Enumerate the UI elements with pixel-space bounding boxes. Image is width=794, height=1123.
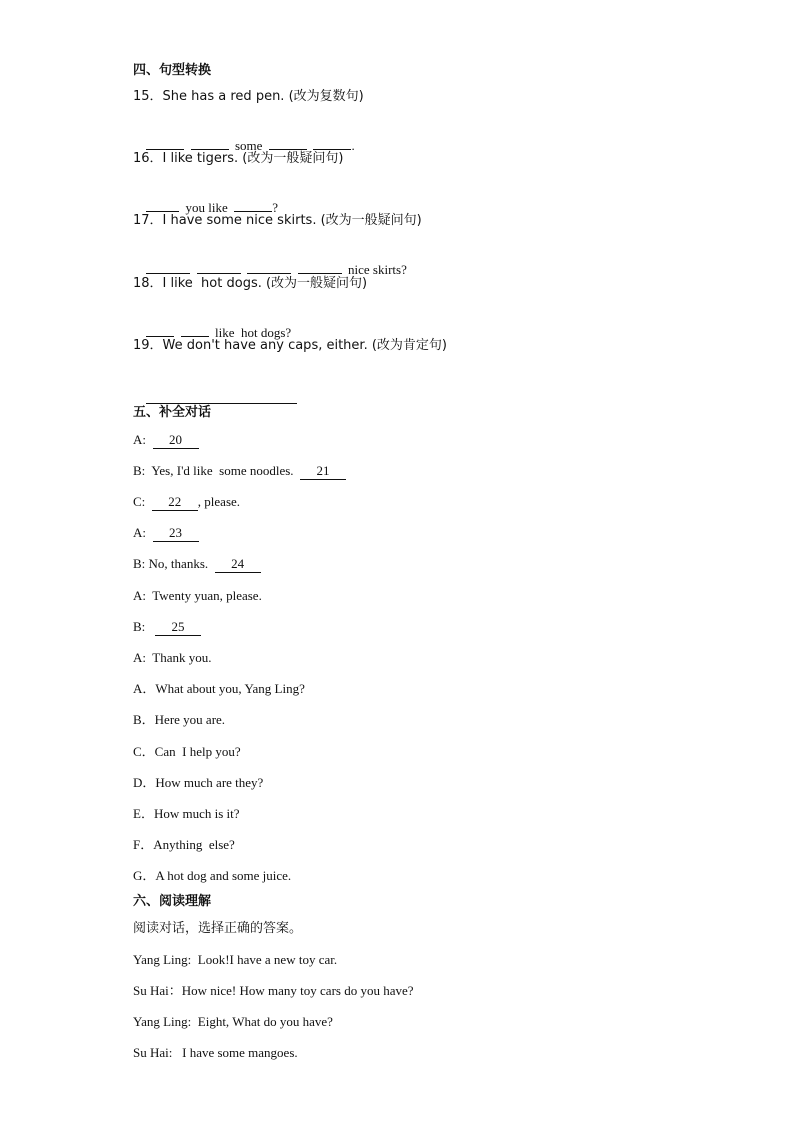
dialogue-line [133,432,199,449]
question-19: 19．We don't have any caps, either. (改为肯定句) [133,338,447,353]
answer-fixed-text: some [235,138,263,153]
answer-blank[interactable] [146,390,297,404]
option-a: A．What about you, Yang Ling? [133,681,305,696]
dialogue-blank[interactable]: 20 [153,432,199,449]
speaker-label: A: [133,432,146,447]
question-15: 15．She has a red pen. (改为复数句) [133,89,364,104]
dialogue-blank[interactable]: 21 [300,463,346,480]
dialogue-line [133,463,346,480]
dialogue-blank[interactable]: 23 [153,525,199,542]
answer-blank[interactable] [146,260,190,274]
answer-fixed-text: you like [185,200,228,215]
dialogue-blank[interactable]: 25 [155,619,201,636]
dialogue-line [133,650,211,666]
dialogue-line [133,494,240,511]
speaker-label: B: [133,556,146,571]
answer-end-text: . [351,138,355,153]
option-f: F．Anything else? [133,837,235,852]
answer-end-text: like hot dogs? [215,325,292,340]
speaker-label: B: [133,619,146,634]
answer-blank[interactable] [146,323,174,337]
reading-line: Su Hai: I have some mangoes. [133,1045,298,1060]
answer-end-text: nice skirts? [348,262,407,277]
question-18: 18．I like hot dogs. (改为一般疑问句) [133,276,368,291]
speaker-label: B: [133,463,146,478]
answer-blank[interactable] [313,136,351,150]
dialogue-text: Thank you. [152,650,212,665]
speaker-label: C: [133,494,146,509]
question-16: 16．I like tigers. (改为一般疑问句) [133,151,344,166]
option-c: C．Can I help you? [133,744,241,759]
section-6-instruction: 阅读对话，选择正确的答案。 [133,921,303,936]
answer-blank[interactable] [298,260,342,274]
answer-blank[interactable] [181,323,209,337]
answer-blank[interactable] [191,136,229,150]
dialogue-blank[interactable]: 24 [215,556,261,573]
dialogue-line [133,619,201,636]
option-b: B．Here you are. [133,712,226,727]
reading-line: Yang Ling: Look!I have a new toy car. [133,952,338,967]
section-4-title: 四、句型转换 [133,63,212,78]
reading-line: Su Hai：How nice! How many toy cars do you have? [133,983,414,998]
dialogue-text: No, thanks. [148,556,209,571]
dialogue-blank[interactable]: 22 [152,494,198,511]
section-6-title: 六、阅读理解 [133,894,212,909]
dialogue-text: Yes, I'd like some noodles. [151,463,294,478]
speaker-label: A: [133,525,146,540]
speaker-label: A: [133,650,146,665]
answer-blank[interactable] [197,260,241,274]
dialogue-line [133,525,199,542]
dialogue-text: , please. [197,494,241,509]
question-17: 17．I have some nice skirts. (改为一般疑问句) [133,213,422,228]
answer-blank[interactable] [234,198,272,212]
option-d: D．How much are they? [133,775,264,790]
option-e: E．How much is it? [133,806,240,821]
dialogue-line [133,556,261,573]
answer-end-text: ? [272,200,279,215]
dialogue-text: Twenty yuan, please. [152,588,262,603]
dialogue-line [133,588,262,604]
answer-blank[interactable] [247,260,291,274]
reading-line: Yang Ling: Eight, What do you have? [133,1014,333,1029]
speaker-label: A: [133,588,146,603]
section-5-title: 五、补全对话 [133,405,212,420]
answer-blank[interactable] [146,136,184,150]
answer-blank[interactable] [146,198,179,212]
option-g: G．A hot dog and some juice. [133,868,292,883]
answer-blank[interactable] [269,136,307,150]
